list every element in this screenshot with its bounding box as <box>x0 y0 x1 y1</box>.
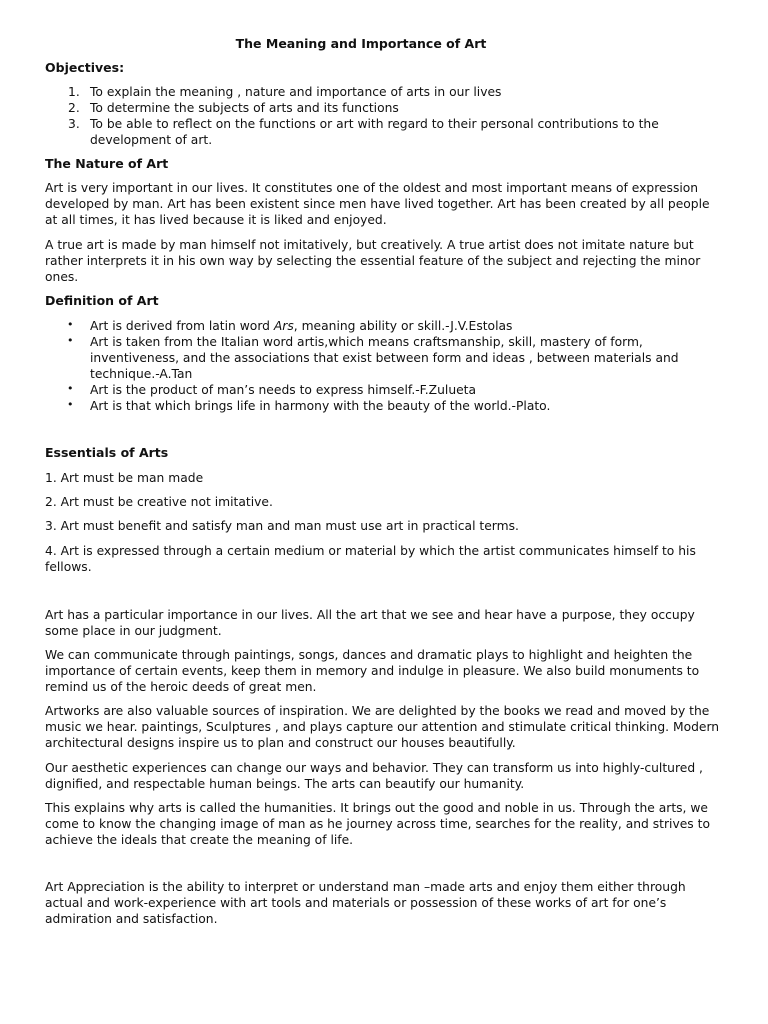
bullet-icon: • <box>67 398 74 411</box>
document-title: The Meaning and Importance of Art <box>235 36 487 51</box>
list-number: 2. <box>68 101 80 115</box>
list-item: • Art is the product of man’s needs to express himself.-F.Zulueta <box>67 382 477 397</box>
list-item <box>45 116 725 148</box>
bullet-icon: • <box>67 318 74 331</box>
nature-paragraph-2: A true art is made by man himself not imitatively, but creatively. A true artist does not imitate nature but rather interprets it in his own way by selecting the essential feature of the subject and rejecting the minor ones. <box>45 238 701 284</box>
importance-paragraph-5: This explains why arts is called the humanities. It brings out the good and noble in us. Through the arts, we come to know the changing image of man as he journey across time, searches for the reality, and strives to achieve the ideals that create the meaning of life. <box>45 801 710 847</box>
list-item: • Art is derived from latin word Ars, meaning ability or skill.-J.V.Estolas <box>67 318 513 333</box>
list-item-text: To be able to reflect on the functions or art with regard to their personal contributions to the development of art. <box>90 117 659 147</box>
importance-paragraph-1: Art has a particular importance in our lives. All the art that we see and hear have a purpose, they occupy some place in our judgment. <box>45 608 695 638</box>
list-item-text: To explain the meaning , nature and importance of arts in our lives <box>90 85 502 99</box>
nature-paragraph-1: Art is very important in our lives. It constitutes one of the oldest and most important means of expression developed by man. Art has been existent since men have lived together. Art has been created by all people at all times, it has lived because it is liked and enjoyed. <box>45 181 710 227</box>
nature-heading: The Nature of Art <box>45 156 169 171</box>
essential-item: 2. Art must be creative not imitative. <box>45 495 273 509</box>
importance-paragraph-2: We can communicate through paintings, songs, dances and dramatic plays to highlight and heighten the importance of certain events, keep them in memory and indulge in pleasure. We also build monuments to remind us of the heroic deeds of great men. <box>45 648 700 694</box>
art-appreciation-paragraph: Art Appreciation is the ability to interpret or understand man –made arts and enjoy them either through actual and work-experience with art tools and materials or possession of these works of art for one’s admiration and satisfaction. <box>45 880 686 926</box>
list-number: 3. <box>68 117 80 131</box>
bullet-icon: • <box>67 382 74 395</box>
bullet-icon: • <box>67 334 74 347</box>
list-item <box>45 84 725 100</box>
list-item-text: To determine the subjects of arts and its functions <box>90 101 399 115</box>
list-number: 1. <box>68 85 80 99</box>
definition-heading: Definition of Art <box>45 293 159 308</box>
list-item: • Art is that which brings life in harmony with the beauty of the world.-Plato. <box>67 398 551 413</box>
list-item <box>45 100 725 116</box>
essential-item: 3. Art must benefit and satisfy man and man must use art in practical terms. <box>45 519 519 533</box>
list-item: • Art is taken from the Italian word artis,which means craftsmanship, skill, mastery of form, inventiveness, and the associations that exist between form and ideas , between materials and technique.-A.Tan <box>67 334 679 381</box>
importance-paragraph-3: Artworks are also valuable sources of inspiration. We are delighted by the books we read and moved by the music we hear. paintings, Sculptures , and plays capture our attention and stimulate critical thinking. Modern architectural designs inspire us to plan and construct our houses beautifully. <box>45 704 720 750</box>
objectives-list <box>45 84 725 148</box>
objectives-heading: Objectives: <box>45 60 125 75</box>
importance-paragraph-4: Our aesthetic experiences can change our ways and behavior. They can transform us into highly-cultured , dignified, and respectable human beings. The arts can beautify our humanity. <box>45 761 703 791</box>
essential-item: 1. Art must be man made <box>45 471 204 485</box>
essentials-heading: Essentials of Arts <box>45 445 169 460</box>
definition-list <box>45 318 725 414</box>
essential-item: 4. Art is expressed through a certain medium or material by which the artist communicates himself to his fellows. <box>45 544 696 574</box>
